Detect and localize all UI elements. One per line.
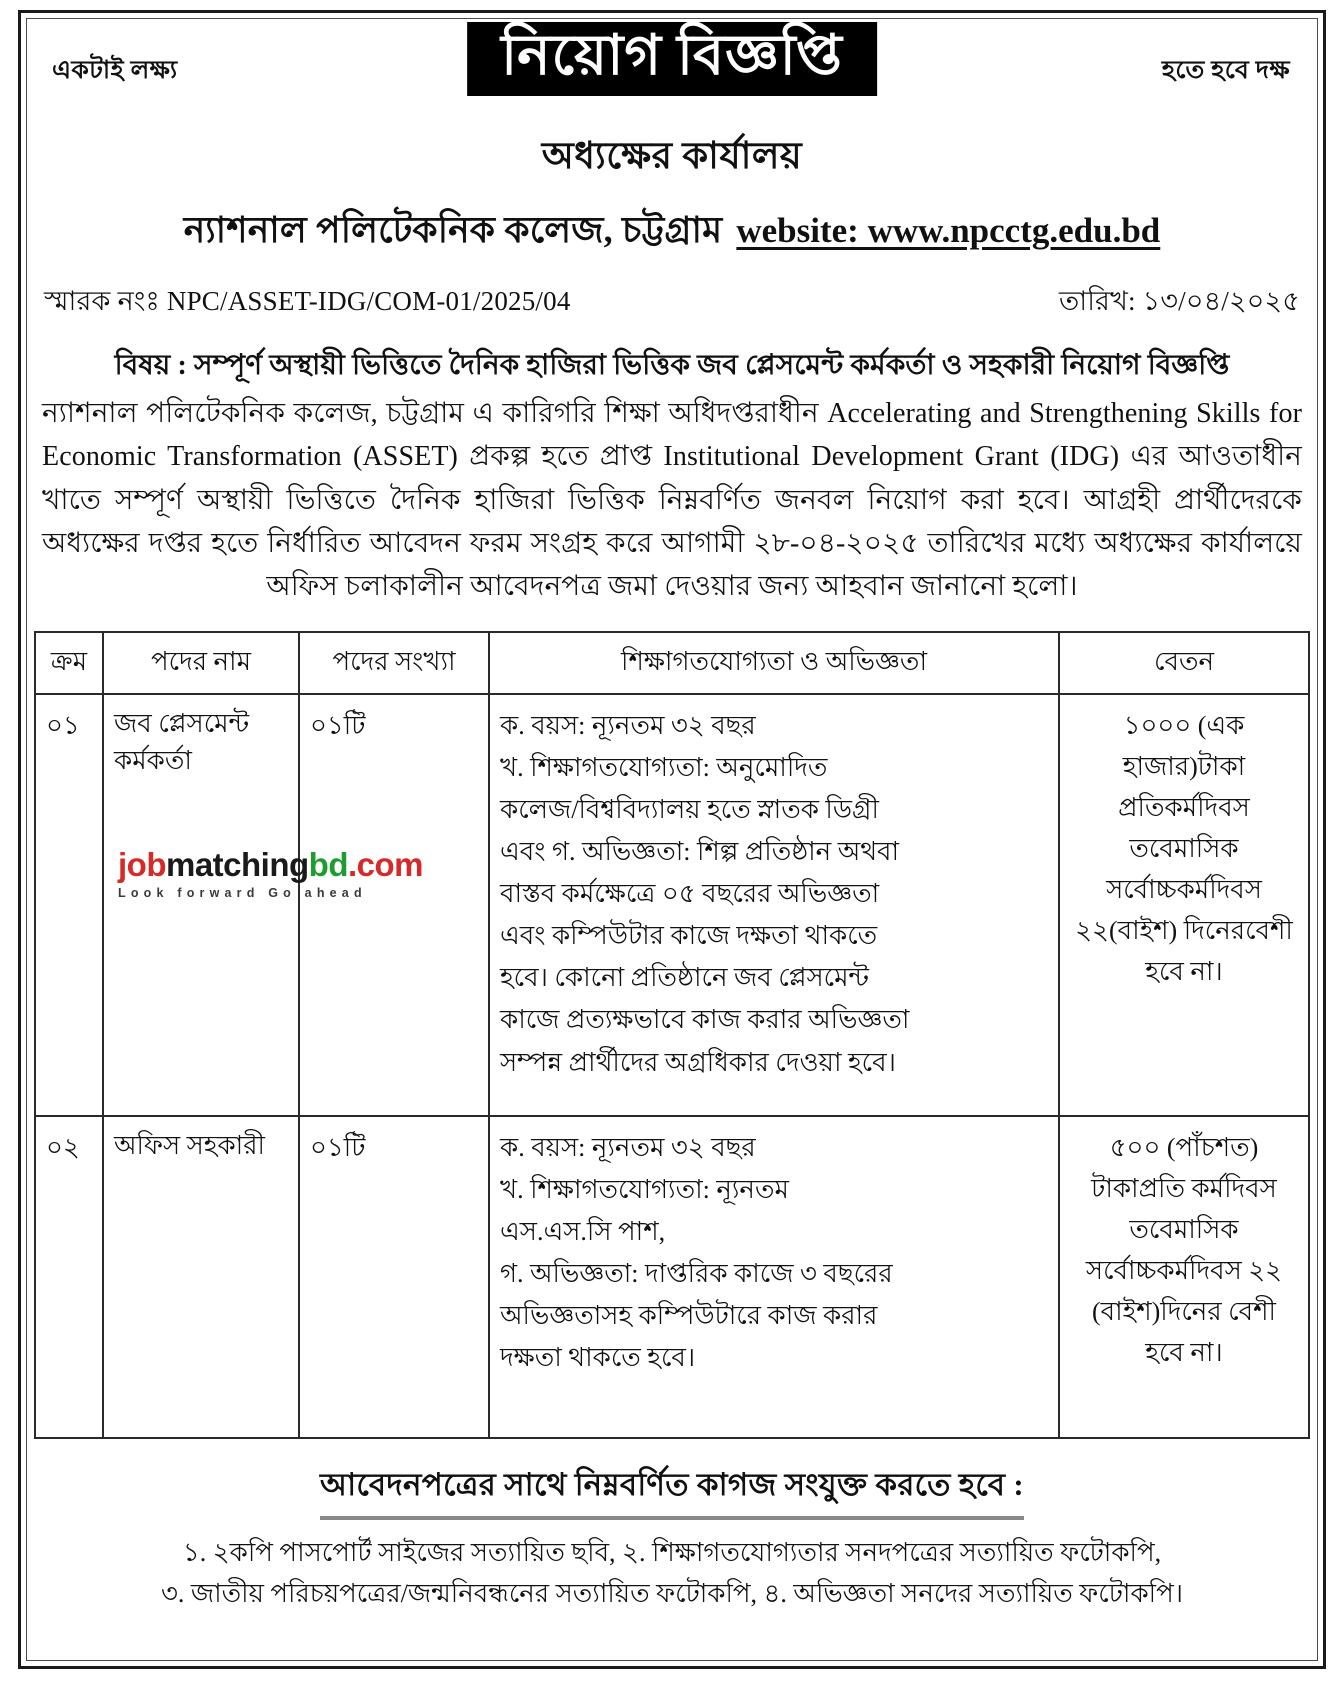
text-line: ১০০০ (এক হাজার) (1122, 710, 1245, 781)
header-sl: ক্রম (35, 632, 103, 694)
text-line: মাসিক সর্বোচ্চ (1106, 833, 1239, 905)
vacancy-table (34, 631, 1310, 1439)
header-post-name: পদের নাম (103, 632, 299, 694)
cell-post-name: জব প্লেসমেন্ট কর্মকর্তা (103, 694, 299, 1116)
text-line: কলেজ/বিশ্ববিদ্যালয় হতে স্নাতক ডিগ্রী (500, 794, 879, 824)
memo-number: স্মারক নংঃ NPC/ASSET-IDG/COM-01/2025/04 (44, 286, 571, 316)
website-link[interactable]: website: www.npcctg.edu.bd (736, 211, 1161, 250)
slogan-right: হতে হবে দক্ষ (1161, 57, 1290, 84)
subject-line: বিষয় : সম্পূর্ণ অস্থায়ী ভিত্তিতে দৈনিক হাজিরা ভিত্তিক জব প্লেসমেন্ট কর্মকর্তা ও সহকারী নিয়োগ বিজ্ঞপ্তি (114, 350, 1230, 381)
subject-and-body (34, 346, 1310, 609)
slogan-left: একটাই লক্ষ্য (52, 57, 178, 84)
cell-salary (1059, 694, 1309, 1116)
text-line: গ. অভিজ্ঞতা: দাপ্তরিক কাজে ৩ বছরের (500, 1259, 893, 1289)
college-website-line (34, 203, 1310, 263)
document-content (34, 22, 1310, 1655)
text-line: কর্মদিবস ২২ (1075, 875, 1262, 946)
text-line: কাজে প্রত্যক্ষভাবে কাজ করার অভিজ্ঞতা (500, 1005, 910, 1035)
cell-qualification (489, 1116, 1059, 1438)
banner-title: নিয়োগ বিজ্ঞপ্তি (467, 22, 877, 96)
text-line: মাসিক সর্বোচ্চ (1085, 1214, 1239, 1285)
text-line: বেশী হবে না। (1145, 916, 1293, 987)
document-header (34, 22, 1310, 122)
text-line: ৫০০ (পাঁচশত) টাকা (1091, 1132, 1259, 1203)
text-line: বাস্তব কর্মক্ষেত্রে ০৫ বছরের অভিজ্ঞতা (500, 879, 880, 909)
text-line: এবং কম্পিউটার কাজে দক্ষতা থাকতে (500, 921, 878, 951)
table-row (35, 694, 1309, 1116)
watermark-part-com: com (356, 846, 424, 883)
cell-qualification (489, 694, 1059, 1116)
text-line: টাকা প্রতি (1118, 751, 1246, 822)
cell-post-count: ০১টি (299, 694, 489, 1116)
text-line: সম্পন্ন প্রার্থীদের অগ্রধিকার দেওয়া হবে। (500, 1047, 896, 1077)
text-line: খ. শিক্ষাগতযোগ্যতা: অনুমোদিত (500, 752, 828, 782)
memo-row (34, 281, 1310, 326)
text-line: প্রতি কর্মদিবস তবে (1129, 1173, 1277, 1244)
cell-post-name: অফিস সহকারী (103, 1116, 299, 1438)
text-line: ১. ২কপি পাসপোর্ট সাইজের সত্যায়িত ছবি, ২. শিক্ষাগতযোগ্যতার সনদপত্রের সত্যায়িত ফটোকপি, (182, 1537, 1162, 1567)
table-row (35, 1116, 1309, 1438)
text-line: কর্মদিবস ২২ (বাইশ) (1092, 1255, 1283, 1327)
cell-post-count: ০১টি (299, 1116, 489, 1438)
footer-title: আবেদনপত্রের সাথে নিম্নবর্ণিত কাগজ সংযুক্ত করতে হবে : (320, 1461, 1024, 1520)
text-line: (বাইশ) দিনের (1108, 916, 1246, 946)
table-header-row (35, 632, 1309, 694)
office-line: অধ্যক্ষের কার্যালয় (541, 136, 803, 177)
text-line: ৩. জাতীয় পরিচয়পত্রের/জন্মনিবন্ধনের সত্যায়িত ফটোকপি, ৪. অভিজ্ঞতা সনদের সত্যায়িত ফটোকপি। (160, 1579, 1184, 1609)
text-line: ক. বয়স: ন্যূনতম ৩২ বছর (500, 710, 756, 740)
text-line: ক. বয়স: ন্যূনতম ৩২ বছর (500, 1132, 756, 1162)
cell-sl: ০১ (35, 694, 103, 1116)
memo-date: তারিখ: ১৩/০৪/২০২৫ (1059, 286, 1300, 316)
watermark-part-bd: bd (308, 846, 348, 883)
text-line: দিনের বেশী হবে না। (1145, 1297, 1276, 1368)
cell-sl: ০২ (35, 1116, 103, 1438)
footer-section (34, 1461, 1310, 1615)
college-name: ন্যাশনাল পলিটেকনিক কলেজ, চট্টগ্রাম (183, 210, 723, 250)
header-post-count: পদের সংখ্যা (299, 632, 489, 694)
text-line: এস.এস.সি পাশ, (500, 1216, 666, 1246)
text-line: খ. শিক্ষাগতযোগ্যতা: ন্যূনতম (500, 1174, 789, 1204)
watermark-part-dot: . (348, 846, 357, 883)
text-line: অভিজ্ঞতাসহ কম্পিউটারে কাজ করার (500, 1301, 878, 1331)
text-line: এবং গ. অভিজ্ঞতা: শিল্প প্রতিষ্ঠান অথবা (500, 837, 900, 867)
text-line: দক্ষতা থাকতে হবে। (500, 1343, 696, 1373)
cell-salary (1059, 1116, 1309, 1438)
header-salary: বেতন (1059, 632, 1309, 694)
footer-requirements (34, 1532, 1310, 1615)
header-qualification: শিক্ষাগতযোগ্যতা ও অভিজ্ঞতা (489, 632, 1059, 694)
text-line: কর্মদিবস তবে (1129, 792, 1250, 863)
text-line: হবে। কোনো প্রতিষ্ঠানে জব প্লেসমেন্ট (500, 963, 870, 993)
body-paragraph: ন্যাশনাল পলিটেকনিক কলেজ, চট্টগ্রাম এ কারিগরি শিক্ষা অধিদপ্তরাধীন Accelerating and Strengthening Skills for Economic Transformation (ASSET) প্রকল্প হতে প্রাপ্ত Institutional Development Grant (IDG) এর আওতাধীন খাতে সম্পূর্ণ অস্থায়ী ভিত্তিতে দৈনিক হাজিরা ভিত্তিক নিম্নবর্ণিত জনবল নিয়োগ করা হবে। আগ্রহী প্রার্থীদেরকে অধ্যক্ষের দপ্তর হতে নির্ধারিত আবেদন ফরম সংগ্রহ করে আগামী ২৮-০৪-২০২৫ তারিখের মধ্যে অধ্যক্ষের কার্যালয়ে অফিস চলাকালীন আবেদনপত্র জমা দেওয়ার জন্য আহবান জানানো হলো। (42, 397, 1302, 603)
watermark-part-matching: matching (165, 846, 309, 883)
watermark-tagline: Look forward Go ahead (118, 886, 367, 900)
watermark-part-job: job (118, 846, 166, 883)
